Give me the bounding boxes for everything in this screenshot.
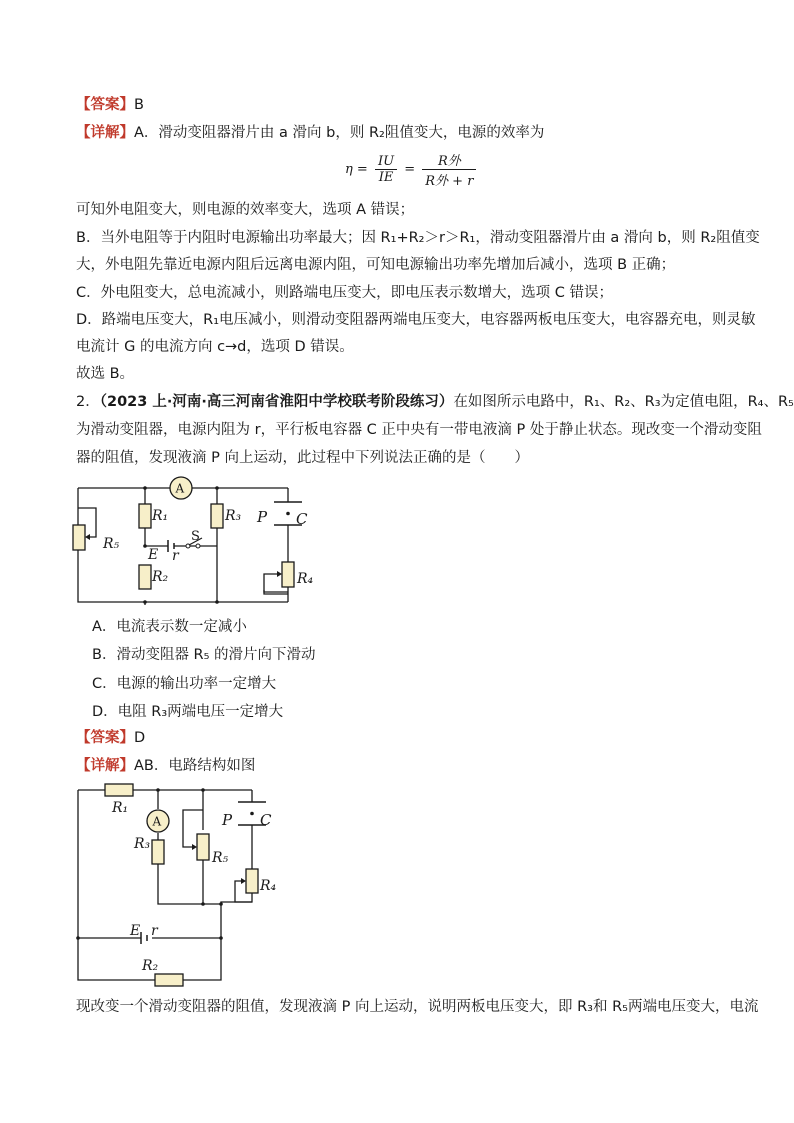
r1-resistor-1 (139, 504, 151, 528)
label-r3-1: R₃ (225, 508, 242, 524)
formula-eta: η = (345, 162, 368, 177)
droplet-p-2 (250, 812, 254, 816)
efficiency-formula (345, 150, 479, 189)
label-p-1: P (257, 508, 268, 526)
option-d: D．电阻 R₃两端电压一定增大 (92, 704, 284, 720)
label-r1-2: R₁ (112, 800, 129, 816)
r5-rheostat-1 (73, 525, 85, 550)
q1-line-d2: 电流计 G 的电流方向 c→d，选项 D 错误。 (76, 339, 354, 355)
label-r4-2: R₄ (260, 878, 277, 894)
detail-text-a: A．滑动变阻器滑片由 a 滑向 b，则 R₂阻值变大，电源的效率为 (134, 125, 545, 141)
q1-detail-line (76, 123, 544, 143)
junction-2a (156, 788, 160, 792)
formula-num-1: IU (375, 154, 397, 170)
q2-answer-value: D (134, 730, 146, 746)
q2-stem-line-2: 为滑动变阻器，电源内阻为 r，平行板电容器 C 正中央有一带电液滴 P 处于静止状态。现改变一个滑动变阻 (76, 422, 762, 438)
r4-rheostat-2 (246, 869, 258, 893)
formula-fraction-1 (375, 154, 397, 185)
r5-rheostat-2 (197, 834, 209, 860)
q1-answer-line (76, 95, 144, 115)
answer-value: B (134, 97, 144, 113)
label-r5-2: R₅ (212, 850, 229, 866)
r4-arrow-2 (241, 878, 246, 884)
r2-resistor-2 (155, 974, 183, 986)
circuit-diagram-1 (70, 472, 330, 612)
q2-detail-tag: 【详解】 (76, 758, 134, 774)
option-a: A．电流表示数一定减小 (92, 619, 247, 635)
switch-contact-2 (196, 544, 200, 548)
q2-answer-line (76, 728, 145, 748)
circuit-diagram-2 (70, 780, 300, 988)
junction-1e (143, 486, 147, 490)
junction-1f (215, 486, 219, 490)
formula-den-1: IE (378, 170, 394, 185)
label-e-1: E (148, 547, 159, 563)
q1-line-b1: B．当外电阻等于内阻时电源输出功率最大；因 R₁+R₂＞r＞R₁，滑动变阻器滑片由 a 滑向 b，则 R₂阻值变 (76, 230, 760, 246)
formula-num-2: R外 (422, 150, 476, 170)
label-r1-1: R₁ (152, 508, 169, 524)
label-c-2: C (260, 811, 272, 829)
junction-2c (201, 902, 205, 906)
r4-rheostat-1 (282, 562, 294, 587)
droplet-p-1 (286, 512, 290, 516)
ammeter-2-label: A (152, 814, 162, 829)
junction-1d (215, 600, 219, 604)
junction-2e (76, 936, 80, 940)
r2-resistor-1 (139, 565, 151, 589)
label-p-2: P (222, 811, 233, 829)
r1-resistor-2 (105, 784, 133, 796)
formula-fraction-2 (422, 150, 476, 189)
r3-resistor-1 (211, 504, 223, 528)
q1-line-a2: 可知外电阻变大，则电源的效率变大，选项 A 错误； (76, 202, 415, 218)
detail-tag: 【详解】 (76, 125, 134, 141)
option-c: C．电源的输出功率一定增大 (92, 676, 277, 692)
junction-2f (219, 936, 223, 940)
label-r-2: r (151, 923, 158, 939)
q2-answer-tag: 【答案】 (76, 730, 134, 746)
r4-arrow-1 (277, 571, 282, 577)
formula-equals: = (404, 162, 416, 177)
r5-arrow-1 (85, 534, 90, 540)
junction-2d (219, 902, 223, 906)
label-r2-2: R₂ (142, 958, 159, 974)
q2-detail-intro: AB．电路结构如图 (134, 758, 256, 774)
q2-stem-line-3: 器的阻值，发现液滴 P 向上运动，此过程中下列说法正确的是（ ） (76, 450, 529, 466)
label-r4-1: R₄ (297, 571, 314, 587)
ammeter-1-label: A (175, 481, 185, 496)
option-b: B．滑动变阻器 R₅ 的滑片向下滑动 (92, 647, 316, 663)
junction-1a (143, 544, 147, 548)
junction-1c (143, 600, 147, 604)
label-r-1: r (172, 548, 179, 564)
q1-line-d1: D．路端电压变大，R₁电压减小，则滑动变阻器两端电压变大，电容器两板电压变大，电容器充电，则灵敏 (76, 312, 756, 328)
r5-arrow-2 (192, 844, 197, 850)
answer-tag: 【答案】 (76, 97, 134, 113)
q2-last-line: 现改变一个滑动变阻器的阻值，发现液滴 P 向上运动，说明两板电压变大，即 R₃和 R₅两端电压变大，电流 (76, 999, 759, 1015)
formula-den-2: R外 + r (425, 174, 474, 189)
q2-number: 2． (76, 394, 100, 410)
label-r2-1: R₂ (152, 569, 169, 585)
label-c-1: C (296, 510, 308, 528)
junction-2b (201, 788, 205, 792)
q2-source: （2023 上·河南·高三河南省淮阳中学校联考阶段练习） (99, 394, 454, 410)
q1-conclusion: 故选 B。 (76, 366, 135, 382)
q1-line-b2: 大，外电阻先靠近电源内阻后远离电源内阻，可知电源输出功率先增加后减小，选项 B 正确； (76, 257, 676, 273)
label-r3-2: R₃ (134, 836, 151, 852)
q2-detail-line (76, 756, 255, 776)
label-r5-1: R₅ (103, 536, 120, 552)
q2-stem-line-1 (76, 392, 794, 412)
label-e-2: E (130, 923, 141, 939)
label-s-1: S (191, 529, 200, 544)
r3-resistor-2 (152, 840, 164, 864)
q1-line-c: C．外电阻变大，总电流减小，则路端电压变大，即电压表示数增大，选项 C 错误； (76, 285, 613, 301)
battery-2 (141, 932, 147, 944)
q2-stem-1: 在如图所示电路中，R₁、R₂、R₃为定值电阻，R₄、R₅ (453, 394, 794, 410)
